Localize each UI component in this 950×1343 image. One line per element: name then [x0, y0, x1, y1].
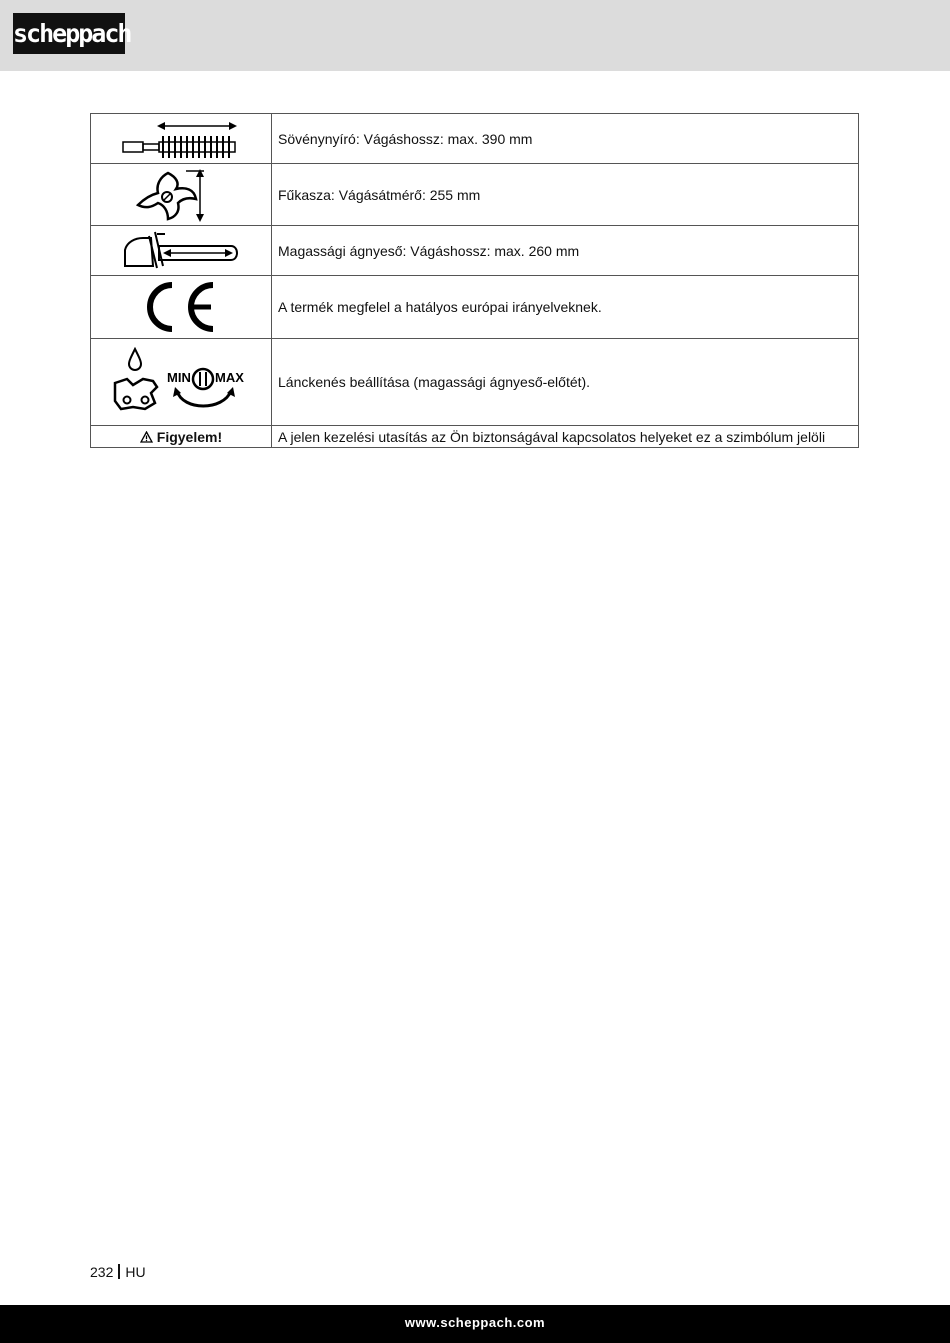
symbol-description: Fűkasza: Vágásátmérő: 255 mm [272, 164, 859, 226]
svg-text:MIN: MIN [167, 370, 191, 385]
page-number-value: 232 [90, 1264, 114, 1280]
warning-label-cell [91, 426, 272, 448]
symbol-description: Sövénynyíró: Vágáshossz: max. 390 mm [272, 114, 859, 164]
table-row [91, 339, 859, 426]
table-row [91, 276, 859, 339]
website-link[interactable]: www.scheppach.com [404, 1315, 546, 1330]
warning-description: A jelen kezelési utasítás az Ön biztonságával kapcsolatos helyeket ez a szimbólum jelöli [272, 426, 859, 448]
symbol-description: A termék megfelel a hatályos európai irányelveknek. [272, 276, 859, 339]
warning-label: Figyelem! [156, 428, 223, 445]
symbol-description: Lánckenés beállítása (magassági ágnyeső-előtét). [272, 339, 859, 426]
warning-triangle-icon [140, 429, 157, 445]
table-row [91, 114, 859, 164]
ce-mark-icon [91, 276, 272, 339]
table-row [91, 426, 859, 448]
table-row [91, 226, 859, 276]
separator [118, 1264, 120, 1279]
hedge-trimmer-icon [91, 114, 272, 164]
page-number [90, 1264, 146, 1280]
pole-saw-icon [91, 226, 272, 276]
page-footer [0, 1305, 950, 1343]
table-row [91, 164, 859, 226]
language-code: HU [125, 1264, 146, 1280]
page-header [0, 0, 950, 71]
svg-text:MAX: MAX [215, 370, 244, 385]
scheppach-logo: scheppach [13, 13, 125, 54]
symbol-description: Magassági ágnyeső: Vágáshossz: max. 260 mm [272, 226, 859, 276]
brushcutter-blade-icon [91, 164, 272, 226]
chain-lubrication-icon [91, 339, 272, 426]
symbols-table [90, 113, 859, 448]
